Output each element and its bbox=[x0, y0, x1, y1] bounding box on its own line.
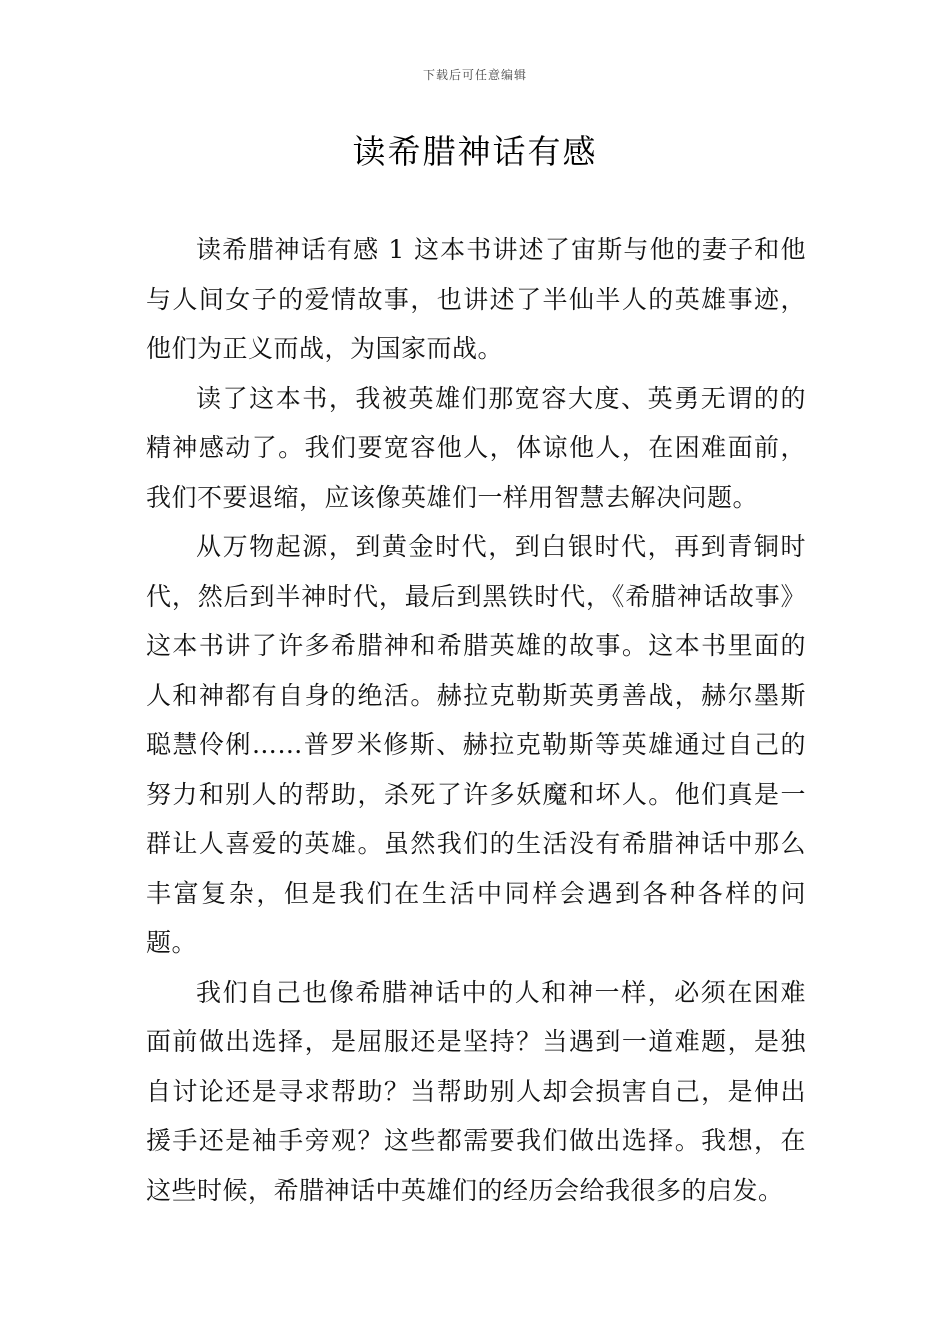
header-note: 下载后可任意编辑 bbox=[422, 68, 527, 82]
paragraph-3: 从万物起源，到黄金时代，到白银时代，再到青铜时代，然后到半神时代，最后到黑铁时代，《希腊神话故事》这本书讲了许多希腊神和希腊英雄的故事。这本书里面的人和神都有自身的绝活。赫拉克勒斯英勇善战，赫尔墨斯聪慧伶俐……普罗米修斯、赫拉克勒斯等英雄通过自己的努力和别人的帮助，杀死了许多妖魔和坏人。他们真是一群让人喜爱的英雄。虽然我们的生活没有希腊神话中那么丰富复杂，但是我们在生活中同样会遇到各种各样的问题。 bbox=[146, 532, 806, 957]
document-body bbox=[146, 225, 806, 1215]
document-title: 读希腊神话有感 bbox=[352, 132, 598, 171]
paragraph-1: 读希腊神话有感 1 这本书讲述了宙斯与他的妻子和他与人间女子的爱情故事，也讲述了半仙半人的英雄事迹，他们为正义而战，为国家而战。 bbox=[146, 235, 806, 363]
paragraph-2: 读了这本书，我被英雄们那宽容大度、英勇无谓的的精神感动了。我们要宽容他人，体谅他人，在困难面前，我们不要退缩，应该像英雄们一样用智慧去解决问题。 bbox=[146, 383, 806, 512]
paragraph-4: 我们自己也像希腊神话中的人和神一样，必须在困难面前做出选择，是屈服还是坚持？当遇到一道难题，是独自讨论还是寻求帮助？当帮助别人却会损害自己，是伸出援手还是袖手旁观？这些都需要我们做出选择。我想，在这些时候，希腊神话中英雄们的经历会给我很多的启发。 bbox=[146, 977, 806, 1205]
